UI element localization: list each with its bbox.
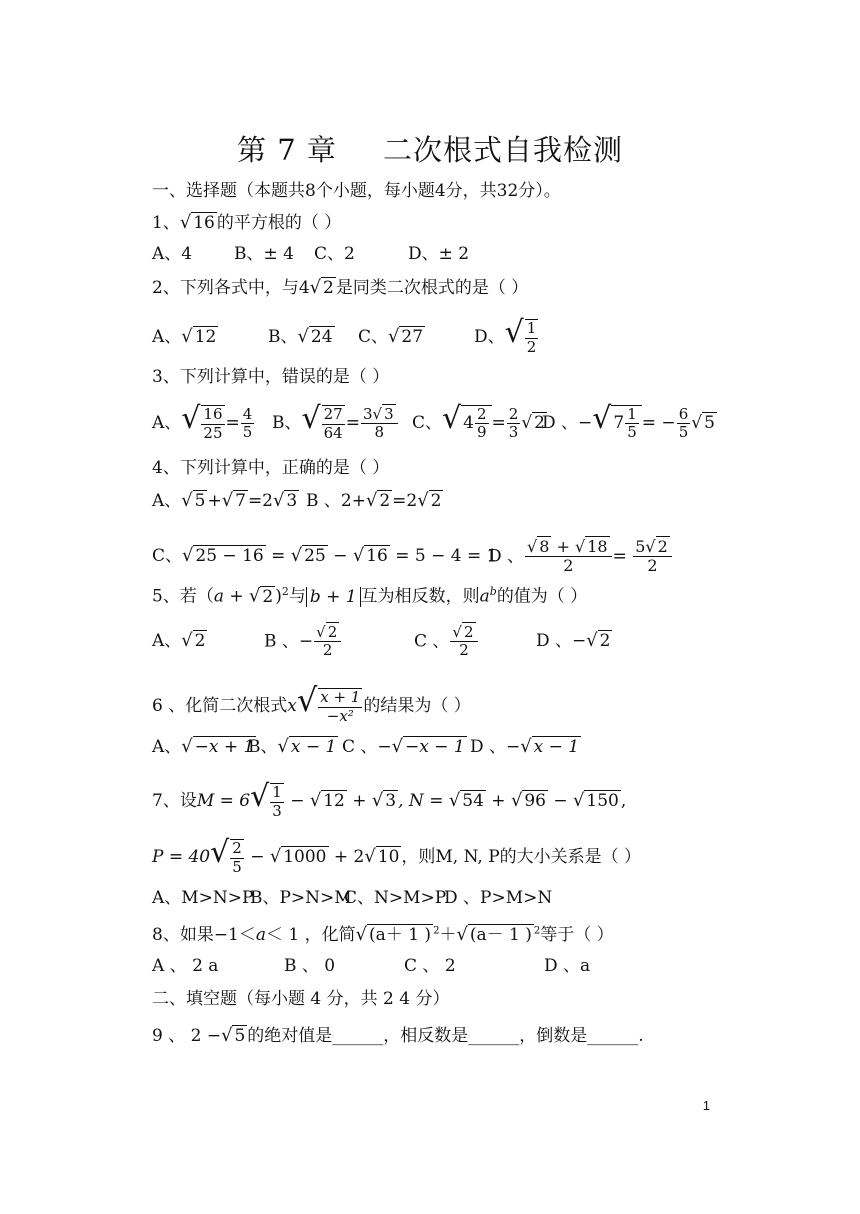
q3-d-res-num: 6: [678, 404, 689, 423]
question-5: 5、若（a + √ 2 )$^2$与 b + 1 互为相反数，则$a^b$的值为（ ）: [152, 585, 588, 607]
q3-c-eq: =: [491, 413, 506, 433]
q5-option-d: D 、−: [536, 631, 587, 652]
q8-option-b: B 、 0: [284, 956, 336, 976]
question-1: 1、√ 16 的平方根的（ ）: [152, 212, 342, 233]
q1-radicand: 16: [193, 213, 215, 233]
q7-r3: 3: [385, 791, 397, 811]
q3-b-res-den: 8: [374, 423, 385, 441]
page-number: 1: [702, 1098, 710, 1113]
q8-r1: (a＋ 1 ): [369, 925, 432, 945]
q4-a-eq: =2: [247, 491, 273, 511]
q4-d-plus: +: [556, 537, 570, 556]
q3-a-res-den: 5: [242, 423, 253, 441]
q7-pp: + 2: [333, 847, 365, 867]
q4-d-res-den: 2: [647, 556, 658, 576]
q3-d-eq: = −: [641, 413, 676, 433]
q7-r150: 150: [586, 791, 619, 811]
q1-option-c: C、2: [314, 244, 355, 264]
q6-den: −x²: [326, 706, 354, 725]
q2-options: A、√ 12 B、√ 24 C、√ 27 D、√ $\frac{1}{2}$: [152, 315, 537, 356]
q7-op1: −: [290, 791, 305, 811]
q3-a-den: 25: [203, 423, 223, 442]
q6-c-rad: −x − 1: [405, 737, 465, 757]
q8-post: 等于（ ）: [540, 925, 614, 945]
q2-prefix: 2、下列各式中，与4: [152, 278, 310, 298]
q4-options-ab: A、√ 5 +√ 7 =2√ 3 B 、2+√ 2 =2√ 2: [152, 490, 442, 511]
q5-option-a: A、: [152, 631, 182, 652]
q3-option-a: A、: [152, 413, 182, 433]
q2-option-d: D、: [474, 327, 505, 347]
q7-option-a: A、M>N>P: [152, 888, 254, 908]
q6-x: x: [287, 696, 297, 716]
q8-plus: ＋: [439, 925, 457, 945]
q5-c-den: 2: [459, 641, 469, 660]
question-9: 9 、 2 −√ 5 的绝对值是______，相反数是______，倒数是______.: [152, 1025, 644, 1046]
question-6: 6 、化简二次根式x√ $\frac{x + 1}{\text{−x²}}$ 的结果为（ ）: [152, 681, 471, 725]
q4-a-r3: 3: [286, 491, 298, 511]
q1-option-b: B、± 4: [234, 244, 294, 264]
q5-abs: b + 1: [306, 587, 361, 607]
q3-option-c: C、: [412, 413, 443, 433]
q4-a-plus: +: [207, 491, 222, 511]
q4-d-r1: 8: [539, 537, 550, 556]
q5-radicand: 2: [262, 586, 274, 607]
q4-c-r2: 25: [304, 546, 326, 567]
q2-c-radicand: 27: [401, 327, 424, 347]
q4-c-eq: =: [271, 546, 286, 567]
q3-d-res-rad: 5: [704, 413, 715, 433]
page-title: [0, 128, 860, 169]
chapter-label: 第 7 章: [237, 133, 337, 167]
q9-prefix: 9 、 2 −: [152, 1026, 222, 1046]
q6-a-rad: −x + 1: [194, 737, 255, 757]
q6-options: A、√ −x + 1B、√ x − 1 C 、−√ −x − 1 D 、−√ x − 1: [152, 736, 580, 757]
q3-options: A、√ $\frac{16}{25}$ = $\frac{4}{5}$ B、√ $\frac{27}{64}$ = $\frac{3√ 3}{8}$ C、√ 4 $\frac{2}{9}$ = $\frac{2}{3}$ √ 2D 、−√ 7 $\frac{1}{5}$ = − $\frac{6}{5}$ √ 5: [152, 401, 715, 442]
q4-option-d: D 、: [488, 546, 525, 567]
q7-p: P = 40: [152, 847, 211, 867]
q5-mid: 与: [288, 586, 306, 607]
q4-c-tail: = 5 − 4 = 1: [395, 546, 498, 567]
q5-var-a: a: [213, 586, 224, 607]
q7-fd: 3: [272, 801, 282, 820]
q3-b-num: 27: [323, 405, 343, 424]
q5-b-den: 2: [322, 641, 333, 660]
q3-a-eq: =: [225, 413, 240, 433]
q7-pn: 2: [232, 839, 242, 858]
q3-option-d: D 、−: [542, 413, 593, 433]
q2-option-b: B、: [268, 327, 298, 347]
q3-a-res-num: 4: [242, 404, 253, 423]
q8-e2: 2: [533, 925, 541, 937]
q7-op3: +: [491, 791, 506, 811]
q6-post: 的结果为（ ）: [363, 696, 471, 716]
q6-b-rad: x − 1: [290, 737, 337, 757]
q3-b-eq: =: [345, 413, 360, 433]
q9-radicand: 5: [234, 1026, 246, 1046]
q5-d-rad: 2: [599, 631, 611, 652]
q2-d-num: 1: [526, 319, 537, 338]
q7-option-c: C、N>M>P: [344, 888, 447, 908]
q7-r10: 10: [377, 847, 400, 867]
q7-pm: −: [250, 847, 265, 867]
q4-d-res-rad: 2: [657, 537, 668, 556]
question-7-line-1: 7、设M = 6√ $\frac{1}{3}$ − √ 12 + √ 3 , N = √ 54 + √ 96 − √ 150 ,: [152, 779, 627, 820]
q7-prefix: 7、设: [152, 791, 197, 811]
q3-d-whole: 7: [613, 413, 625, 433]
q5-option-c: C 、: [414, 631, 450, 652]
q7-ptail: ，则M, N, P的大小关系是（ ）: [401, 847, 642, 867]
q4-d-eq: =: [612, 546, 627, 567]
question-2: 2、下列各式中，与4√ 2 是同类二次根式的是（ ）: [152, 277, 529, 298]
q3-c-res-rad: 2: [534, 413, 545, 433]
q8-option-d: D 、a: [544, 956, 591, 976]
q8-mid: ＜ 1 ，化简: [266, 925, 356, 945]
q8-option-a: A 、 2 a: [152, 956, 219, 976]
q5-a-rad: 2: [194, 631, 206, 652]
q7-op4: −: [553, 791, 568, 811]
question-8: 8、如果−1＜a＜ 1 ，化简√ (a＋ 1 ) $^2$＋√ (a－ 1 ) $^2$等于（ ）: [152, 924, 614, 945]
q3-option-b: B、: [272, 413, 302, 433]
q5-options: A、√ 2 B 、− $\frac{√ 2}{2}$ C 、 $\frac{√ 2}{2}$ D 、−√ 2: [152, 623, 611, 660]
q7-fn: 1: [272, 783, 282, 802]
q3-d-res-den: 5: [678, 423, 689, 441]
q5-c-num: 2: [463, 623, 474, 641]
q4-options-cd: C、√ 25 − 16 = √ 25 − √ 16 = 5 − 4 = 1D 、 $\frac{√ 8 + √ 18}{2}$ = $\frac{5√ 2}{2}$: [152, 538, 673, 576]
q7-n: , N =: [398, 791, 444, 811]
q4-a-r2: 7: [235, 491, 246, 511]
q4-d-r2: 18: [587, 537, 608, 556]
q2-text: 是同类二次根式的是（ ）: [335, 278, 529, 298]
q4-b-eq: =2: [392, 491, 418, 511]
q4-b-r2: 2: [430, 491, 442, 511]
q3-c-den: 9: [476, 423, 487, 441]
q6-prefix: 6 、化简二次根式: [152, 696, 288, 716]
q8-option-c: C 、 2: [404, 956, 456, 976]
q8-a: a: [255, 925, 267, 945]
q6-option-c: C 、−: [342, 737, 392, 757]
q5-option-b: B 、−: [264, 631, 314, 652]
q1-options: [152, 246, 469, 263]
q1-prefix: 1、: [152, 213, 180, 233]
q1-option-d: D、± 2: [408, 244, 470, 264]
q3-d-den: 5: [627, 423, 637, 441]
q7-op2: +: [352, 791, 367, 811]
q9-post: 的绝对值是______，相反数是______，倒数是______.: [247, 1026, 644, 1046]
q2-option-a: A、: [152, 327, 182, 347]
q3-c-res-num: 2: [508, 404, 519, 423]
q7-r96: 96: [524, 791, 546, 811]
q7-pd: 5: [232, 857, 242, 876]
q6-option-b: B、: [248, 737, 278, 757]
q2-d-den: 2: [526, 337, 537, 356]
q1-option-a: A、4: [152, 244, 193, 264]
q8-e1: 2: [433, 925, 440, 937]
q4-b-r1: 2: [379, 491, 391, 511]
q7-options: [152, 890, 552, 907]
q4-option-b: B 、2+: [306, 491, 366, 511]
q7-r12: 12: [323, 791, 345, 811]
section-2-heading: 二、填空题（每小题 4 分，共 2 4 分）: [152, 989, 450, 1009]
q4-c-minus: −: [333, 546, 348, 567]
q8-r2: (a－ 1 ): [469, 925, 532, 945]
q3-c-num: 2: [476, 404, 487, 423]
q8-options: [152, 958, 590, 975]
q8-prefix: 8、如果−1＜: [152, 925, 256, 945]
q3-c-whole: 4: [463, 413, 474, 433]
q3-b-res-coef: 3: [362, 404, 373, 423]
q7-m: M = 6: [196, 791, 251, 811]
question-4: 4、下列计算中，正确的是（ ）: [152, 458, 390, 478]
q2-a-radicand: 12: [194, 327, 217, 347]
q4-c-r1: 25 − 16: [195, 546, 264, 567]
q5-base: a: [479, 586, 490, 607]
q7-r54: 54: [462, 791, 484, 811]
q5-post: 互为相反数，则: [360, 586, 480, 607]
q2-option-c: C、: [358, 327, 389, 347]
q7-option-b: B、P>N>M: [250, 888, 352, 908]
question-7-line-2: P = 40√ $\frac{2}{5}$ − √ 1000 + 2√ 10 ，则M, N, P的大小关系是（ ）: [152, 835, 642, 876]
q4-d-den: 2: [563, 556, 574, 576]
q5-plus: +: [223, 586, 250, 607]
q4-d-res-coef: 5: [635, 537, 646, 556]
chapter-name: 二次根式自我检测: [382, 133, 623, 167]
q2-b-radicand: 24: [310, 327, 333, 347]
q7-r1000: 1000: [283, 847, 327, 867]
q5-tail: 的值为（ ）: [496, 586, 588, 607]
q6-num: x + 1: [320, 688, 361, 707]
q6-option-a: A、: [152, 737, 182, 757]
q7-comma: ,: [620, 791, 627, 811]
q3-b-den: 64: [323, 423, 343, 442]
q7-option-d: D 、P>M>N: [444, 888, 553, 908]
q3-c-res-den: 3: [508, 423, 519, 441]
q6-d-rad: x − 1: [533, 737, 580, 757]
q3-b-res-rad: 3: [384, 404, 394, 423]
q2-radicand: 2: [323, 278, 334, 298]
q1-text: 的平方根的（ ）: [216, 213, 342, 233]
q6-option-d: D 、−: [470, 737, 521, 757]
q4-option-c: C、: [152, 546, 183, 567]
q3-d-num: 1: [627, 404, 637, 423]
section-1-heading: 一、选择题（本题共8个小题，每小题4分，共32分）。: [152, 181, 561, 201]
q5-exp: 2: [281, 585, 289, 598]
q4-option-a: A、: [152, 491, 182, 511]
q5-base-exp: b: [489, 585, 497, 598]
q4-a-r1: 5: [194, 491, 206, 511]
q4-c-r3: 16: [366, 546, 388, 567]
q5-prefix: 5、若（: [152, 586, 214, 607]
q5-b-num: 2: [327, 623, 338, 641]
question-3: 3、下列计算中，错误的是（ ）: [152, 367, 390, 387]
q3-a-num: 16: [203, 405, 223, 424]
